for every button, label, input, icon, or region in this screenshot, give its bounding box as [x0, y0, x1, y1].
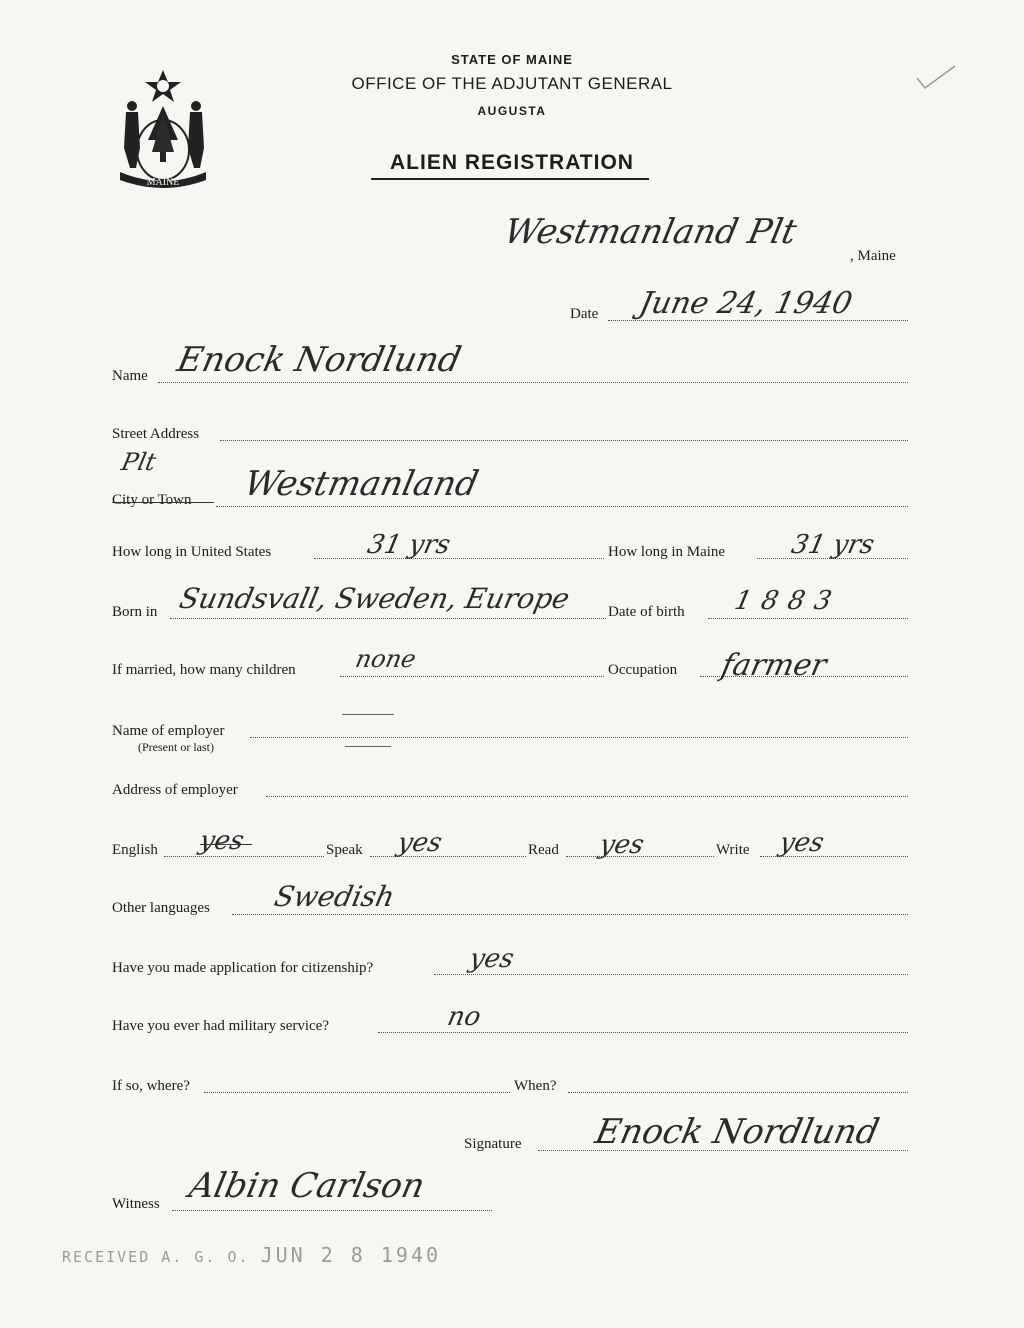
employer-line [250, 737, 908, 738]
birthplace-label: Born in [112, 604, 158, 620]
employer-address-label: Address of employer [112, 782, 238, 798]
witness-label: Witness [112, 1196, 160, 1212]
employer-dash-2 [345, 746, 391, 747]
occupation-value: farmer [718, 648, 830, 683]
city-value: Westmanland [240, 464, 482, 504]
when-label: When? [514, 1078, 557, 1094]
children-label: If married, how many children [112, 662, 296, 678]
other-languages-line [232, 914, 908, 915]
date-label: Date [570, 306, 599, 322]
employer-dash-1 [342, 714, 394, 715]
military-label: Have you ever had military service? [112, 1018, 329, 1034]
name-value: Enock Nordlund [173, 340, 465, 380]
dob-line [708, 618, 908, 619]
citizenship-value: yes [466, 944, 517, 974]
date-value: June 24, 1940 [636, 286, 856, 321]
header-state: STATE OF MAINE [451, 52, 573, 67]
english-label: English [112, 842, 158, 858]
dob-value: 1883 [731, 586, 845, 616]
write-value: yes [776, 828, 827, 858]
city-line [216, 506, 908, 507]
name-line [158, 382, 908, 383]
dob-label: Date of birth [608, 604, 685, 620]
witness-value: Albin Carlson [185, 1166, 429, 1206]
read-label: Read [528, 842, 559, 858]
where-label: If so, where? [112, 1078, 190, 1094]
employer-label: Name of employer [112, 723, 225, 739]
received-stamp-date: JUN 2 8 1940 [260, 1243, 442, 1267]
employer-sublabel: (Present or last) [138, 740, 214, 754]
street-label: Street Address [112, 426, 200, 442]
military-value: no [444, 1002, 484, 1032]
citizenship-line [434, 974, 908, 975]
name-label: Name [112, 368, 148, 384]
header-office: OFFICE OF THE ADJUTANT GENERAL [351, 74, 673, 93]
city-label: City or Town [112, 492, 192, 508]
check-mark-icon [915, 64, 957, 92]
read-value: yes [596, 830, 647, 860]
us-duration-value: 31 yrs [364, 530, 454, 560]
birthplace-line [170, 618, 606, 619]
title-underline [371, 178, 649, 180]
employer-address-line [266, 796, 908, 797]
us-duration-line [314, 558, 604, 559]
city-label-strike [112, 502, 214, 503]
when-line [568, 1092, 908, 1093]
english-line [164, 856, 324, 857]
signature-label: Signature [464, 1136, 522, 1152]
signature-value: Enock Nordlund [591, 1112, 883, 1152]
street-line [220, 440, 908, 441]
received-stamp [62, 1243, 441, 1267]
form-title: ALIEN REGISTRATION [390, 151, 634, 174]
military-line [378, 1032, 908, 1033]
maine-duration-label: How long in Maine [608, 544, 726, 560]
english-value: yes [196, 826, 247, 856]
birthplace-value: Sundsvall, Sweden, Europe [176, 582, 573, 615]
occupation-label: Occupation [608, 662, 678, 678]
where-line [204, 1092, 510, 1093]
seal-text: MAINE [146, 177, 180, 188]
witness-line [172, 1210, 492, 1211]
other-languages-value: Swedish [271, 880, 398, 913]
other-languages-label: Other languages [112, 900, 210, 916]
speak-value: yes [394, 828, 445, 858]
us-duration-label: How long in United States [112, 544, 272, 560]
write-label: Write [716, 842, 750, 858]
received-stamp-text: RECEIVED A. G. O. [62, 1248, 250, 1266]
location-value: Westmanland Plt [500, 212, 801, 252]
children-line [340, 676, 604, 677]
city-correction: Plt [119, 448, 159, 476]
citizenship-label: Have you made application for citizenship? [112, 960, 374, 976]
speak-label: Speak [326, 842, 363, 858]
location-suffix: , Maine [850, 248, 896, 264]
speak-line [370, 856, 526, 857]
english-value-strike [200, 844, 252, 845]
children-value: none [353, 645, 419, 673]
header-city: AUGUSTA [477, 104, 547, 118]
maine-duration-value: 31 yrs [788, 530, 878, 560]
